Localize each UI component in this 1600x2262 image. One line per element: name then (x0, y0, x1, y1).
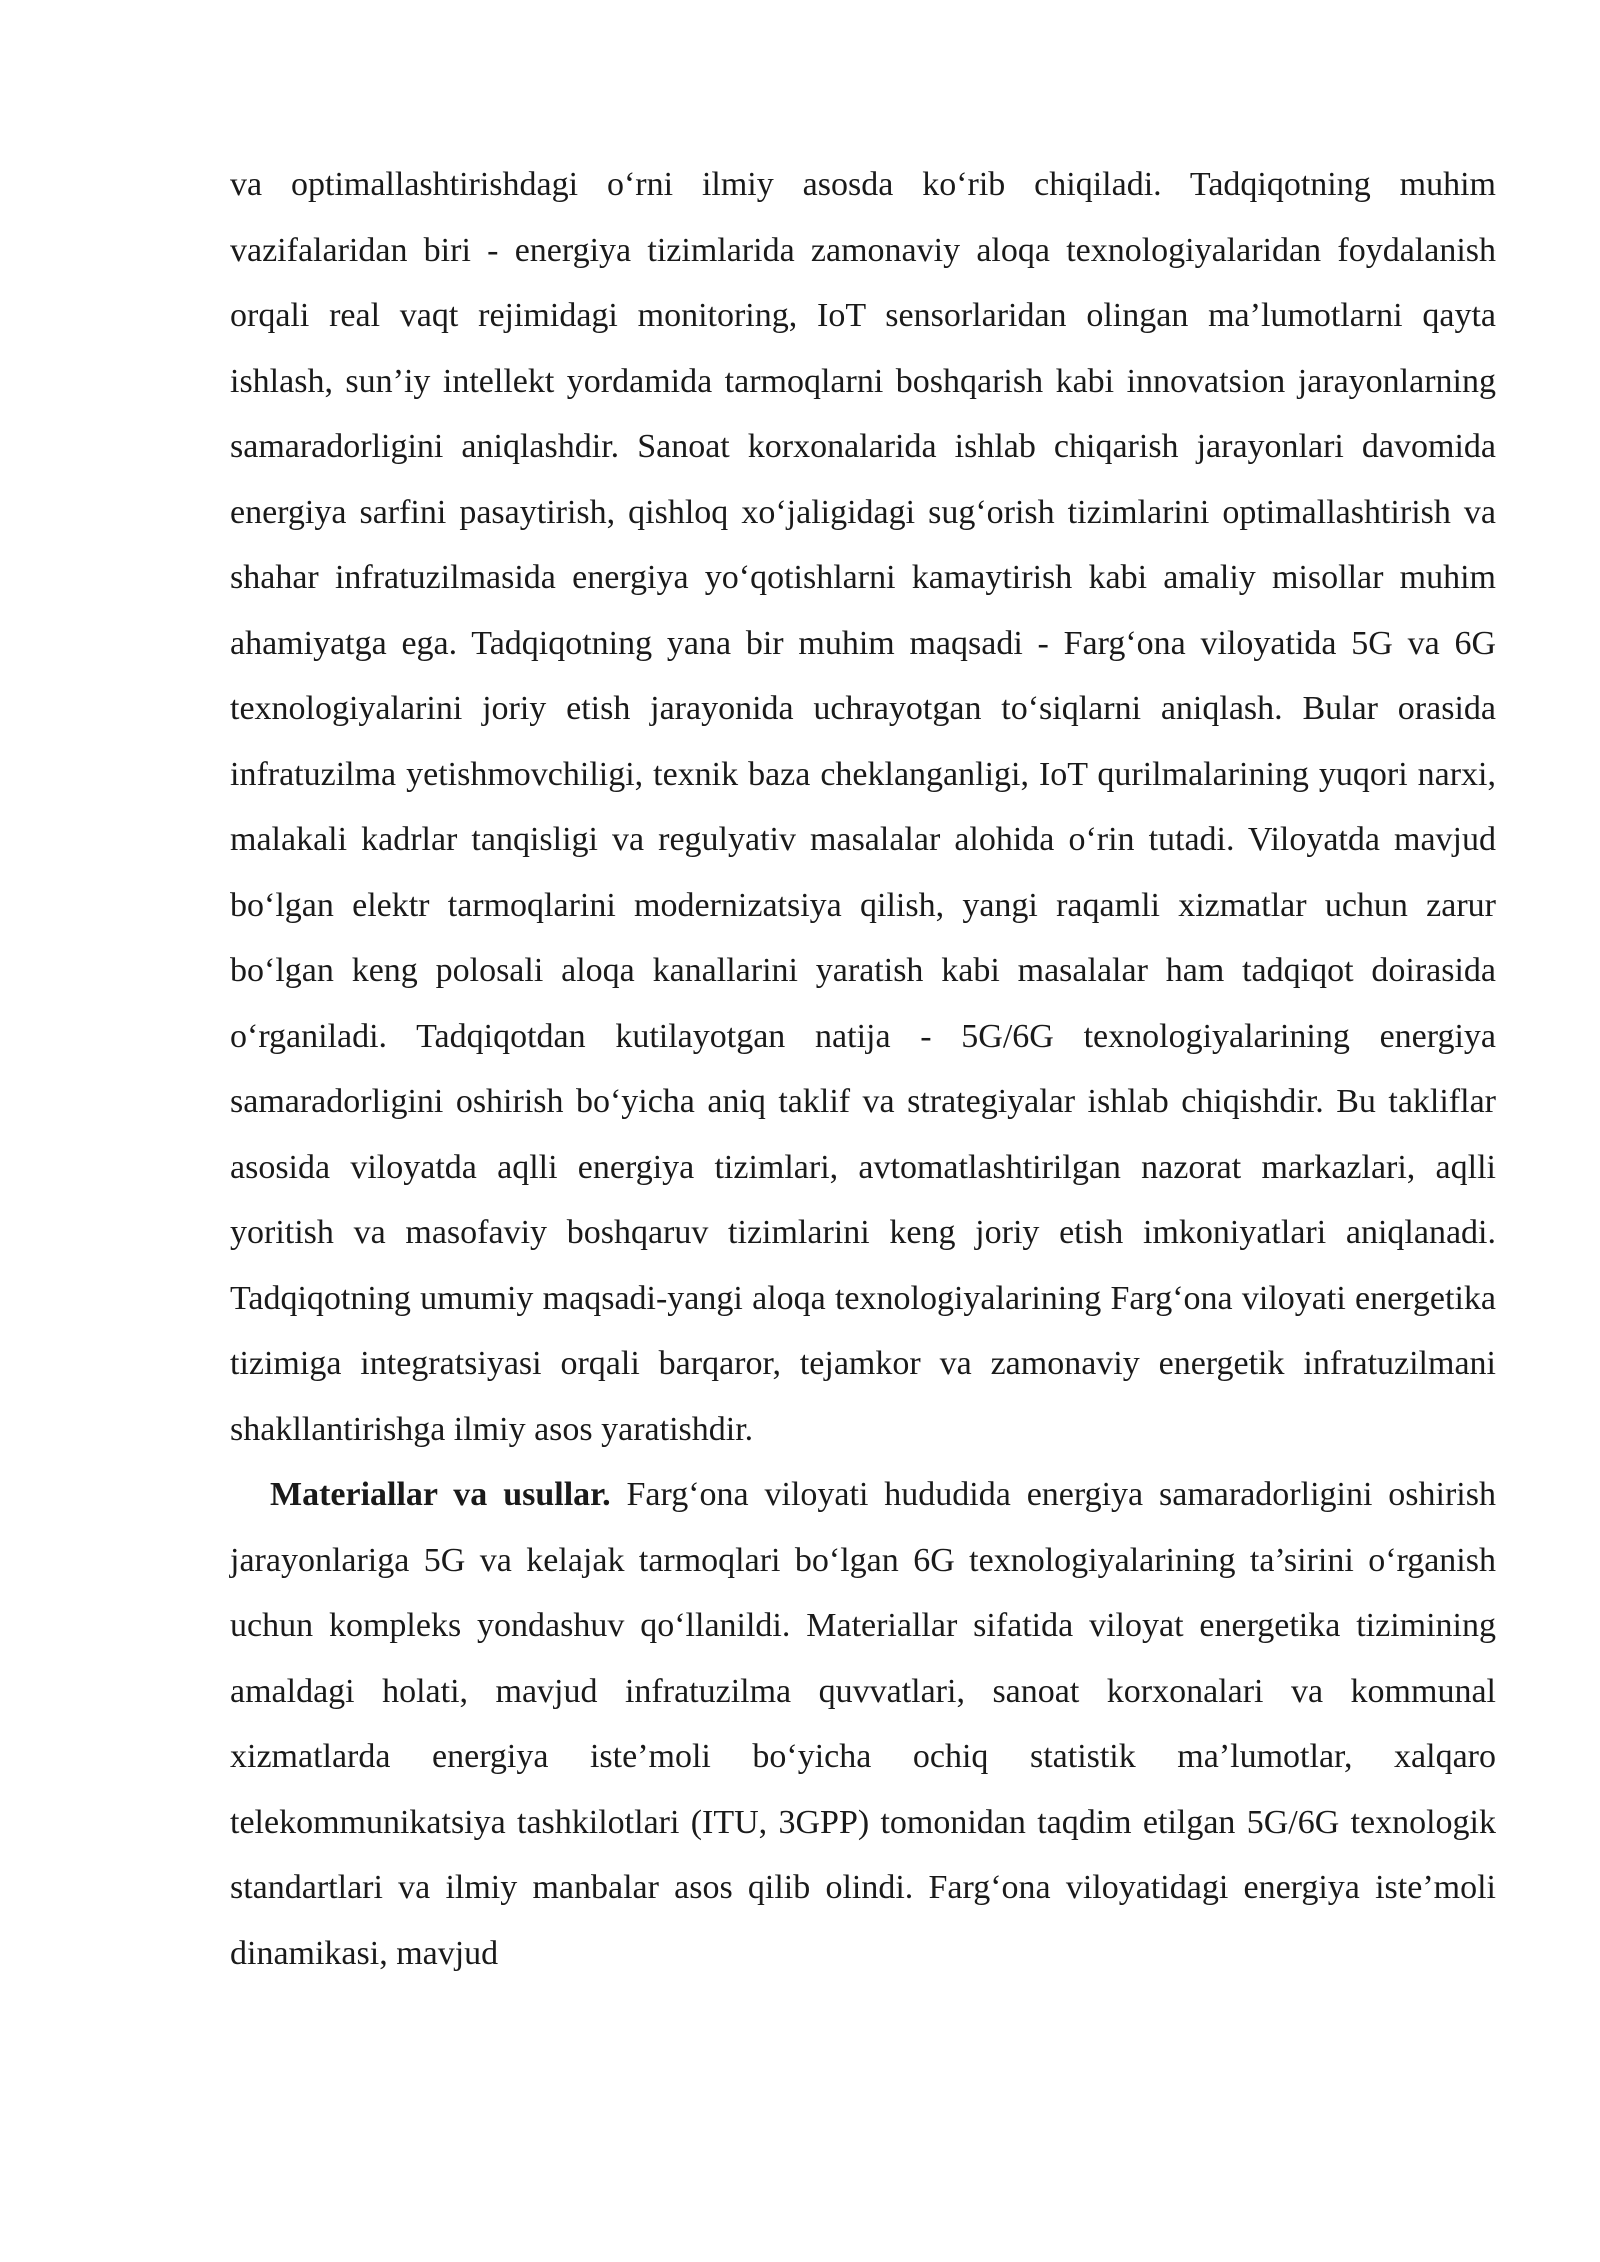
section-heading-materials-methods: Materiallar va usullar. (270, 1476, 611, 1513)
body-paragraph-continuation (230, 152, 1496, 1462)
paragraph-text: va optimallashtirishdagi o‘rni ilmiy asosda ko‘rib chiqiladi. Tadqiqotning muhim vazifalaridan biri - energiya tizimlarida zamonaviy aloqa texnologiyalaridan foydalanish orqali real vaqt rejimidagi monitoring, IoT sensorlaridan olingan ma’lumotlarni qayta ishlash, sun’iy intellekt yordamida tarmoqlarni boshqarish kabi innovatsion jarayonlarning samaradorligini aniqlashdir. Sanoat korxonalarida ishlab chiqarish jarayonlari davomida energiya sarfini pasaytirish, qishloq xo‘jaligidagi sug‘orish tizimlarini optimallashtirish va shahar infratuzilmasida energiya yo‘qotishlarni kamaytirish kabi amaliy misollar muhim ahamiyatga ega. Tadqiqotning yana bir muhim maqsadi - Farg‘ona viloyatida 5G va 6G texnologiyalarini joriy etish jarayonida uchrayotgan to‘siqlarni aniqlash. Bular orasida infratuzilma yetishmovchiligi, texnik baza cheklanganligi, IoT qurilmalarining yuqori narxi, malakali kadrlar tanqisligi va regulyativ masalalar alohida o‘rin tutadi. Viloyatda mavjud bo‘lgan elektr tarmoqlarini modernizatsiya qilish, yangi raqamli xizmatlar uchun zarur bo‘lgan keng polosali aloqa kanallarini yaratish kabi masalalar ham tadqiqot doirasida o‘rganiladi. Tadqiqotdan kutilayotgan natija - 5G/6G texnologiyalarining energiya samaradorligini oshirish bo‘yicha aniq taklif va strategiyalar ishlab chiqishdir. Bu takliflar asosida viloyatda aqlli energiya tizimlari, avtomatlashtirilgan nazorat markazlari, aqlli yoritish va masofaviy boshqaruv tizimlarini keng joriy etish imkoniyatlari aniqlanadi. Tadqiqotning umumiy maqsadi-yangi aloqa texnologiyalarining Farg‘ona viloyati energetika tizimiga integratsiyasi orqali barqaror, tejamkor va zamonaviy energetik infratuzilmani shakllantirishga ilmiy asos yaratishdir. (230, 166, 1496, 1448)
document-page (230, 152, 1496, 1986)
paragraph-text: Farg‘ona viloyati hududida energiya samaradorligini oshirish jarayonlariga 5G va kelajak tarmoqlari bo‘lgan 6G texnologiyalarining ta’sirini o‘rganish uchun kompleks yondashuv qo‘llanildi. Materiallar sifatida viloyat energetika tizimining amaldagi holati, mavjud infratuzilma quvvatlari, sanoat korxonalari va kommunal xizmatlarda energiya iste’moli bo‘yicha ochiq statistik ma’lumotlar, xalqaro telekommunikatsiya tashkilotlari (ITU, 3GPP) tomonidan taqdim etilgan 5G/6G texnologik standartlari va ilmiy manbalar asos qilib olindi. Farg‘ona viloyatidagi energiya iste’moli dinamikasi, mavjud (230, 1476, 1496, 1972)
body-paragraph-methods (230, 1462, 1496, 1986)
